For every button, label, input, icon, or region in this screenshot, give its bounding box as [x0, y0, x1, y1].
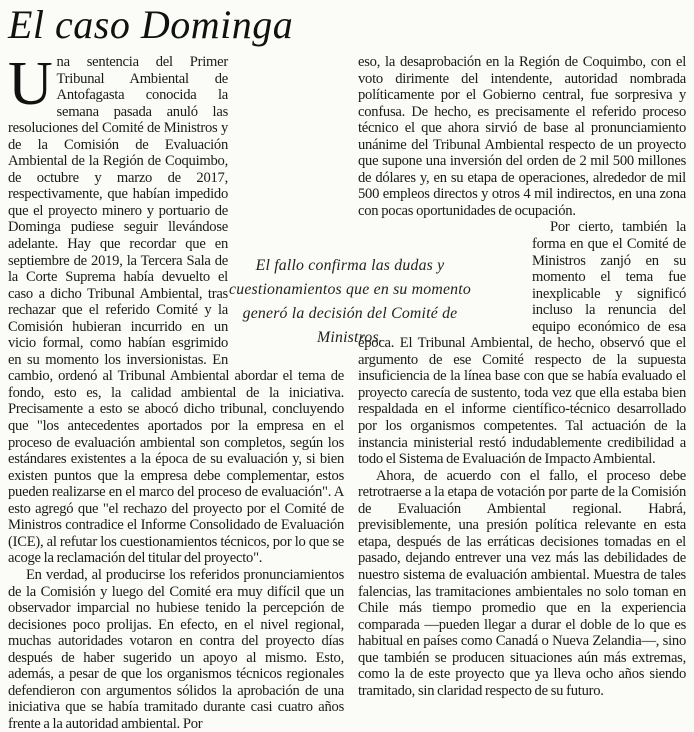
- drop-cap: U: [8, 50, 53, 118]
- article-column-left: [8, 50, 344, 732]
- paragraph-text: Por cierto, también la forma en que el Comité de Ministros zanjó en su momento el tema fue inexplicable y significó incluso la renuncia del equipo económico de esa época. El Tribunal Ambiental, de hecho, observó que el argumento de ese Comité respecto de la supuesta insuficiencia de la línea base con que se había evaluado el proyecto carecía de sustento, toda vez que ella estaba bien respaldada en el informe científico-técnico desarrollado por los organismos competentes. Tal actuación de la instancia ministerial restó indudablemente credibilidad a todo el Sistema de Evaluación de Impacto Ambiental.: [358, 219, 686, 468]
- headline: El caso Dominga: [8, 2, 294, 47]
- paragraph: Ahora, de acuerdo con el fallo, el proceso debe retrotraerse a la etapa de votación por parte de la Comisión de Evaluación Ambiental regional. Habrá, previsiblemente, una presión política relevante en esta etapa, después de las erráticas decisiones tomadas en el pasado, dejando entrever una vez más las debilidades de nuestro sistema de evaluación ambiental. Muestra de tales falencias, las tramitaciones ambientales no solo toman en Chile más tiempo promedio que en la experiencia comparada —pueden llegar a durar el doble de lo que es habitual en países como Canadá o Nueva Zelandia—, sino que también se producen situaciones aún más extremas, como la de este proyecto que ya lleva ocho años siendo tramitado, sin claridad respecto de su futuro.: [358, 467, 686, 699]
- article-column-right: [358, 54, 686, 699]
- pull-quote: El fallo confirma las dudas y cuestionamientos que en su momento generó la decisión del Comité de Ministros.: [229, 257, 471, 346]
- paragraph: eso, la desaprobación en la Región de Coquimbo, con el voto dirimente del intendente, autoridad nombrada políticamente por el Gobierno central, fue sorpresiva y confusa. De hecho, es precisamente el referido proceso técnico el que ahora sirvió de base al pronunciamiento unánime del Tribunal Ambiental respecto de un proyecto que supone una inversión del orden de 2 mil 500 millones de dólares y, en su etapa de operaciones, alrededor de mil 500 empleos directos y otros 4 mil indirectos, en una zona con pocas oportunidades de ocupación.: [358, 54, 686, 219]
- paragraph-text: na sentencia del Primer Tribunal Ambiental de Antofagasta conocida la semana pasada anuló las resoluciones del Comité de Ministros y de la Comisión de Evaluación Ambiental de la Región de Coquimbo, de octubre y marzo de 2017, respectivamente, que habían impedido que el proyecto minero y portuario de Dominga pudiese seguir llevándose adelante. Hay que recordar que en septiembre de 2019, la Tercera Sala de la Corte Suprema había devuelto el caso a dicho Tribunal Ambiental, tras rechazar que el referido Comité y la Comisión hubieran incurrido en un vicio formal, como habían esgrimido en su momento los inversionistas. En cambio, ordenó al Tribunal Ambiental abordar el tema de fondo, esto es, la calidad ambiental de la iniciativa. Precisamente a esto se abocó dicho tribunal, concluyendo que "los antecedentes aportados por la empresa en el proceso de evaluación ambiental son completos, según los estándares existentes a la época de su evaluación y, si bien existen puntos que la empresa debe complementar, estos pueden realizarse en el marco del proceso de evaluación". A esto agregó que "el rechazo del proyecto por el Comité de Ministros contradice el Informe Consolidado de Evaluación (ICE), al refutar los cuestionamientos técnicos, por lo que se acoge la reclamación del titular del proyecto".: [8, 54, 344, 567]
- paragraph: En verdad, al producirse los referidos pronunciamientos de la Comisión y luego del Comité era muy difícil que un observador imparcial no hubiese tenido la percepción de decisiones poco prolijas. En efecto, en el nivel regional, muchas autoridades votaron en contra del proyecto días después de haber sugerido un apoyo al mismo. Esto, además, a pesar de que los organismos técnicos regionales defendieron con argumentos sólidos la aprobación de una iniciativa que se había tramitado durante casi cuatro años frente a la autoridad ambiental. Por: [8, 566, 344, 732]
